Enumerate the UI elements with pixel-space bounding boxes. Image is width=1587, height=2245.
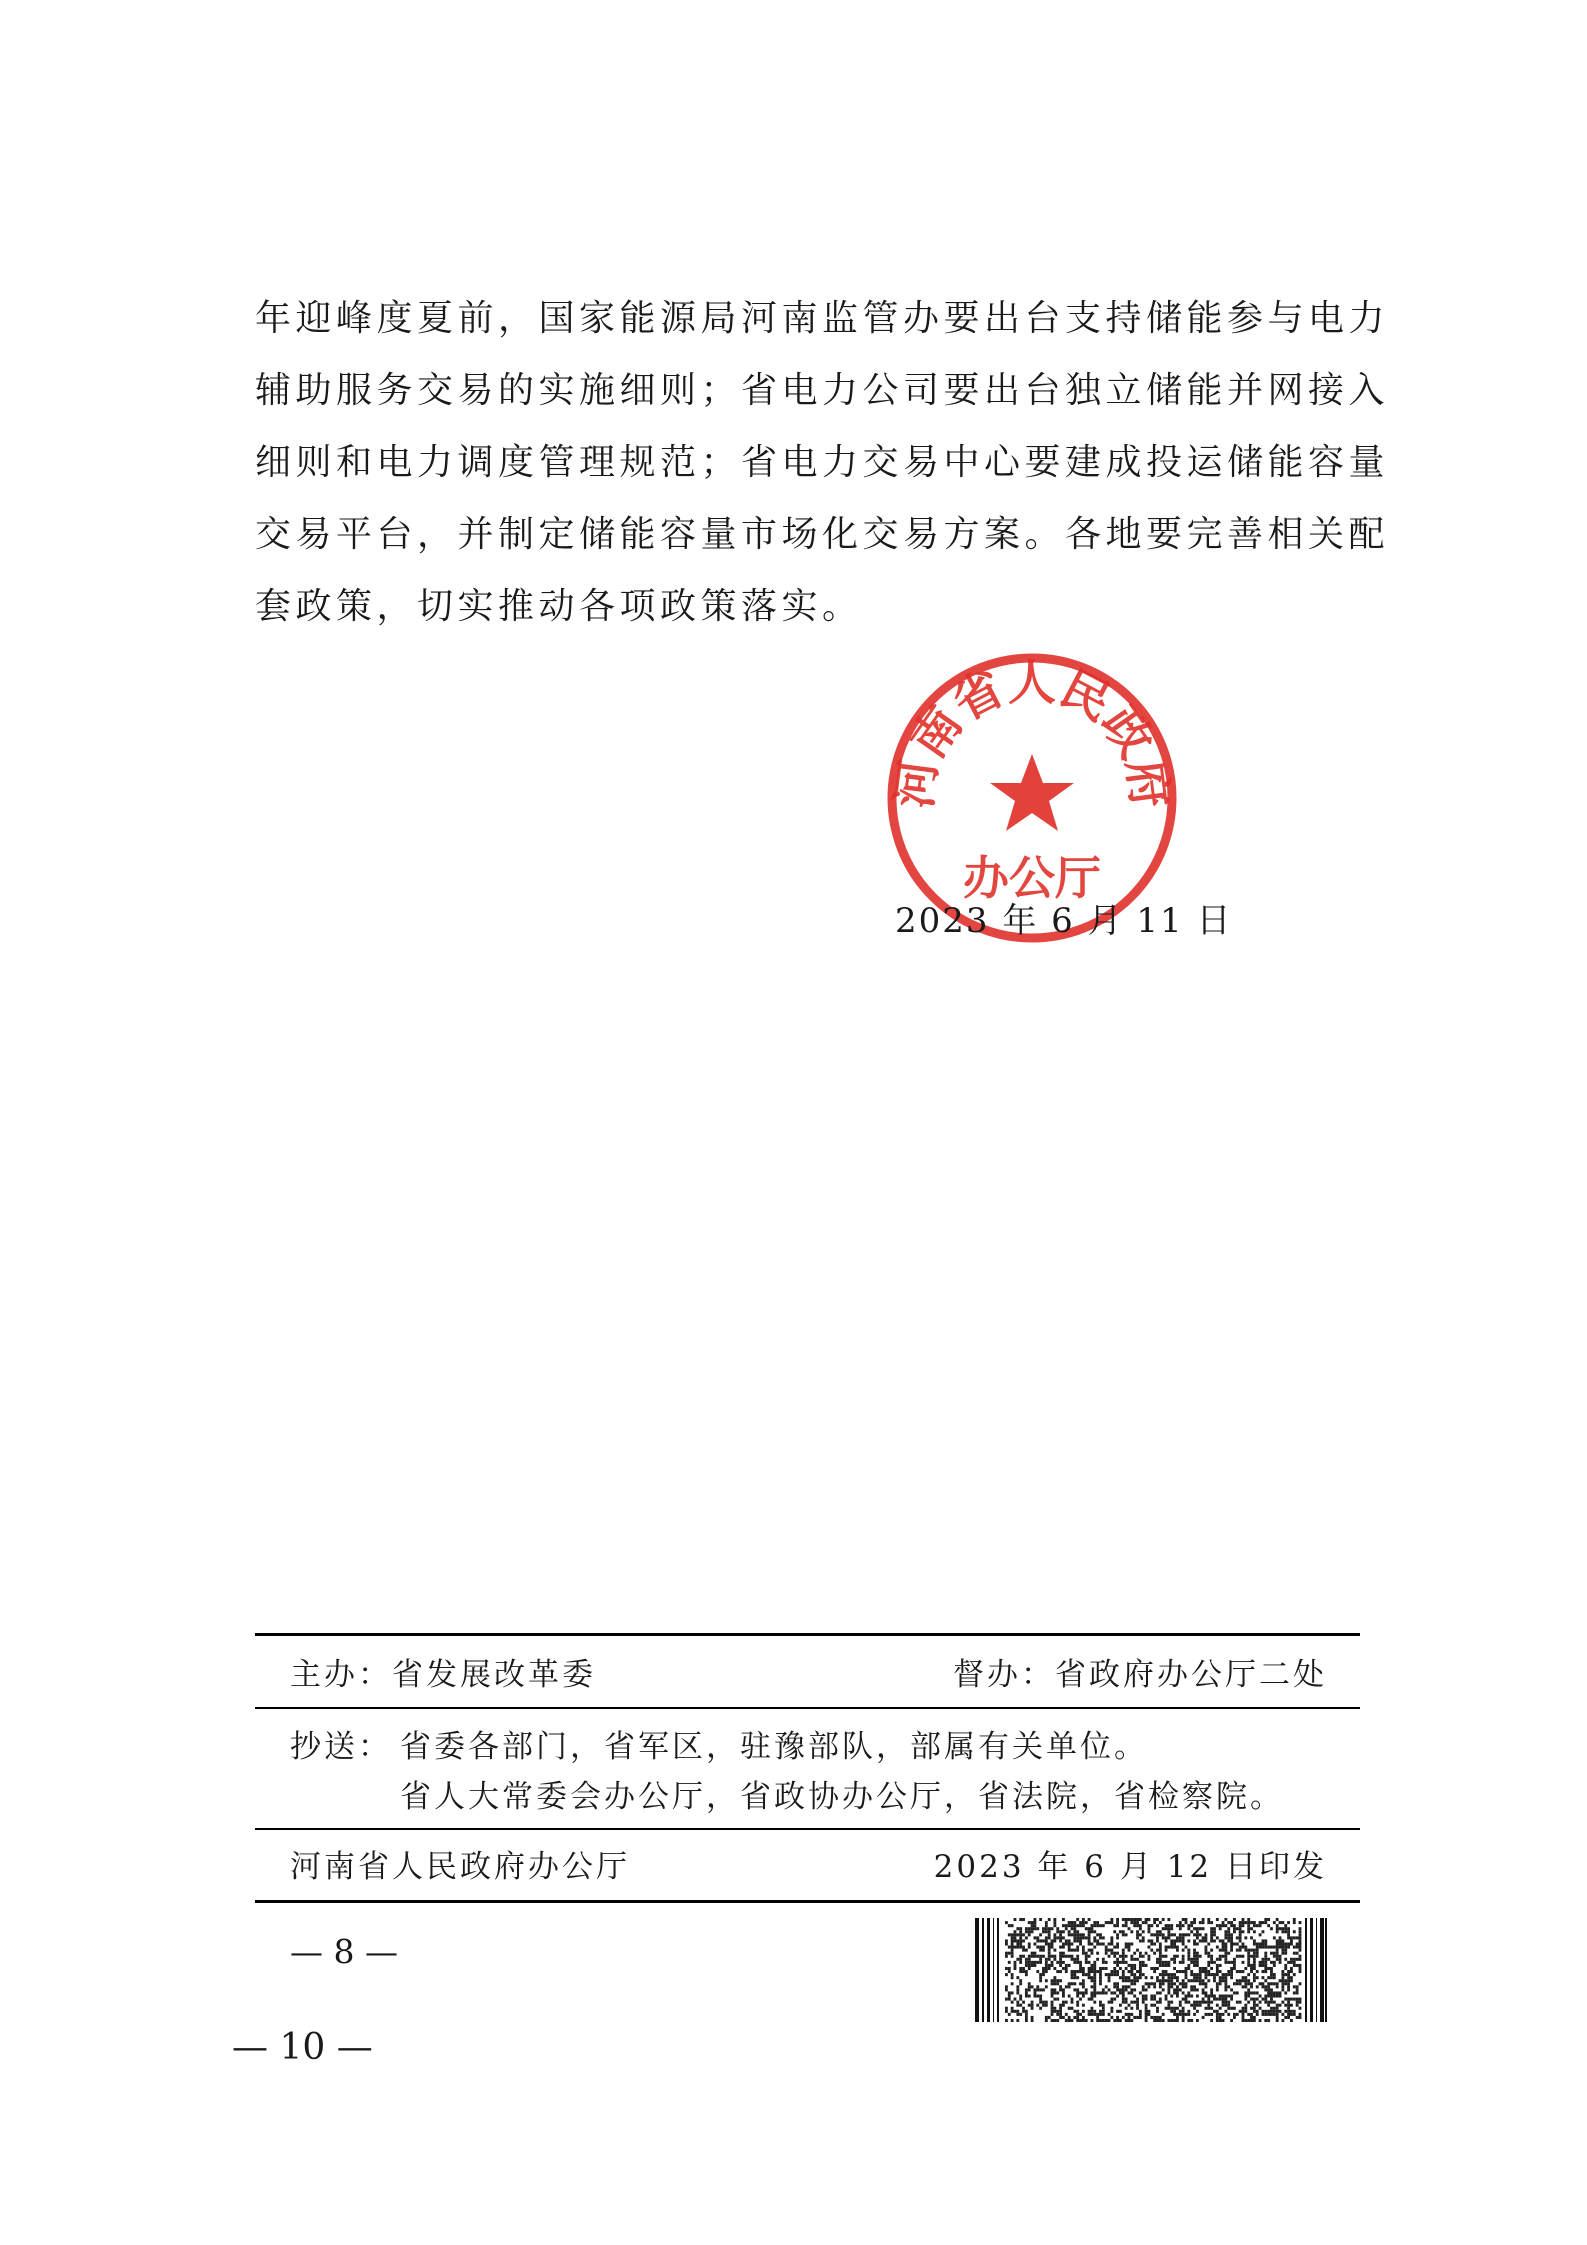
footer-rule (255, 1828, 1360, 1830)
host-unit: 主办：省发展改革委 (290, 1657, 596, 1693)
body-line: 细则和电力调度管理规范；省电力交易中心要建成投运储能容量 (255, 442, 1390, 483)
print-date: 2023 年 6 月 12 日印发 (933, 1849, 1327, 1885)
cc-recipients-line1: 省委各部门，省军区，驻豫部队，部属有关单位。 (400, 1729, 1148, 1765)
seal-star-icon (990, 754, 1074, 831)
signature-date: 2023 年 6 月 11 日 (895, 901, 1233, 941)
page-number-outer: — 10 — (232, 2027, 373, 2068)
footer-rule (255, 1707, 1360, 1709)
seal-bottom-text: 办公厅 (963, 851, 1101, 905)
footer-rule-top (255, 1633, 1360, 1636)
body-line: 年迎峰度夏前，国家能源局河南监管办要出台支持储能参与电力 (255, 298, 1390, 339)
page-number-inner: — 8 — (290, 1932, 398, 1971)
body-line: 套政策，切实推动各项政策落实。 (255, 586, 863, 627)
body-line: 交易平台，并制定储能容量市场化交易方案。各地要完善相关配 (255, 514, 1390, 555)
body-text (255, 283, 1390, 643)
body-line: 辅助服务交易的实施细则；省电力公司要出台独立储能并网接入 (255, 370, 1390, 411)
barcode-icon (975, 1918, 1327, 2022)
cc-label: 抄送： (290, 1729, 392, 1765)
issuing-office: 河南省人民政府办公厅 (290, 1849, 630, 1885)
supervising-unit: 督办：省政府办公厅二处 (953, 1657, 1327, 1693)
seal-arc-text: 河南省人民政府 (886, 654, 1178, 812)
footer-rule-bottom (255, 1900, 1360, 1903)
cc-recipients-line2: 省人大常委会办公厅，省政协办公厅，省法院，省检察院。 (400, 1779, 1284, 1815)
